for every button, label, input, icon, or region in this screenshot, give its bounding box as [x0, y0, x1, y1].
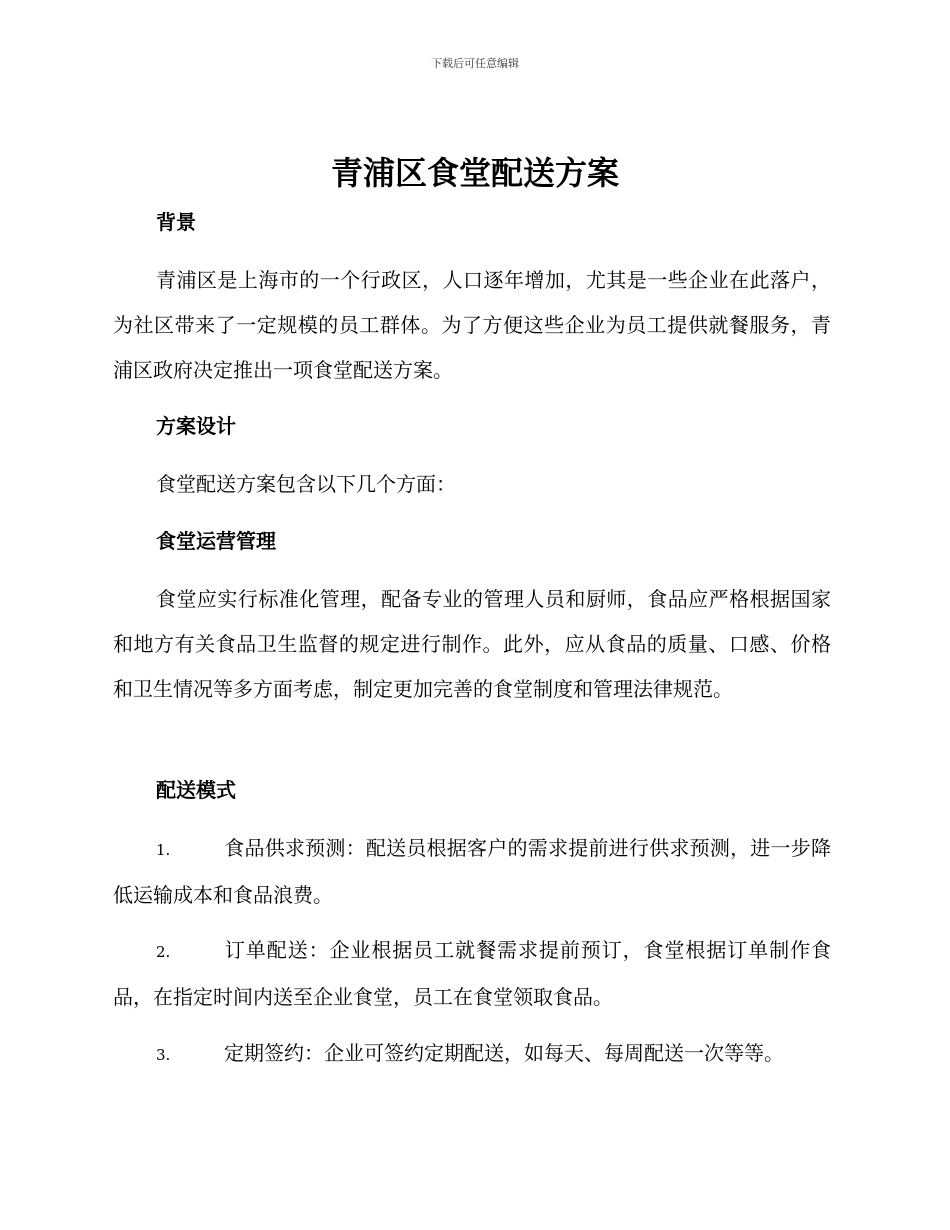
- list-item: [113, 928, 831, 1020]
- heading-mode: 配送模式: [156, 778, 236, 802]
- page-header-note: 下载后可任意编辑: [431, 57, 519, 70]
- list-item: [113, 826, 831, 918]
- paragraph-background: 青浦区是上海市的一个行政区，人口逐年增加，尤其是一些企业在此落户，为社区带来了一定规模的员工群体。为了方便这些企业为员工提供就餐服务，青浦区政府决定推出一项食堂配送方案。: [113, 268, 831, 382]
- heading-background: 背景: [156, 210, 196, 234]
- list-item-number: 1.: [156, 841, 171, 859]
- list-item-number: 2.: [156, 943, 171, 961]
- heading-design: 方案设计: [156, 414, 236, 438]
- list-item-number: 3.: [156, 1046, 171, 1064]
- heading-ops: 食堂运营管理: [156, 529, 276, 553]
- list-item-text: 食品供求预测：配送员根据客户的需求提前进行供求预测，进一步降低运输成本和食品浪费。: [113, 836, 831, 907]
- list-item-text: 订单配送：企业根据员工就餐需求提前预订，食堂根据订单制作食品，在指定时间内送至企业食堂，员工在食堂领取食品。: [113, 938, 831, 1009]
- paragraph-design: 食堂配送方案包含以下几个方面：: [156, 472, 456, 496]
- list-item: [113, 1031, 831, 1078]
- paragraph-ops: 食堂应实行标准化管理，配备专业的管理人员和厨师，食品应严格根据国家和地方有关食品卫生监督的规定进行制作。此外，应从食品的质量、口感、价格和卫生情况等多方面考虑，制定更加完善的食堂制度和管理法律规范。: [113, 587, 831, 701]
- document-title: 青浦区食堂配送方案: [330, 154, 619, 192]
- list-item-text: 定期签约：企业可签约定期配送，如每天、每周配送一次等等。: [224, 1041, 784, 1065]
